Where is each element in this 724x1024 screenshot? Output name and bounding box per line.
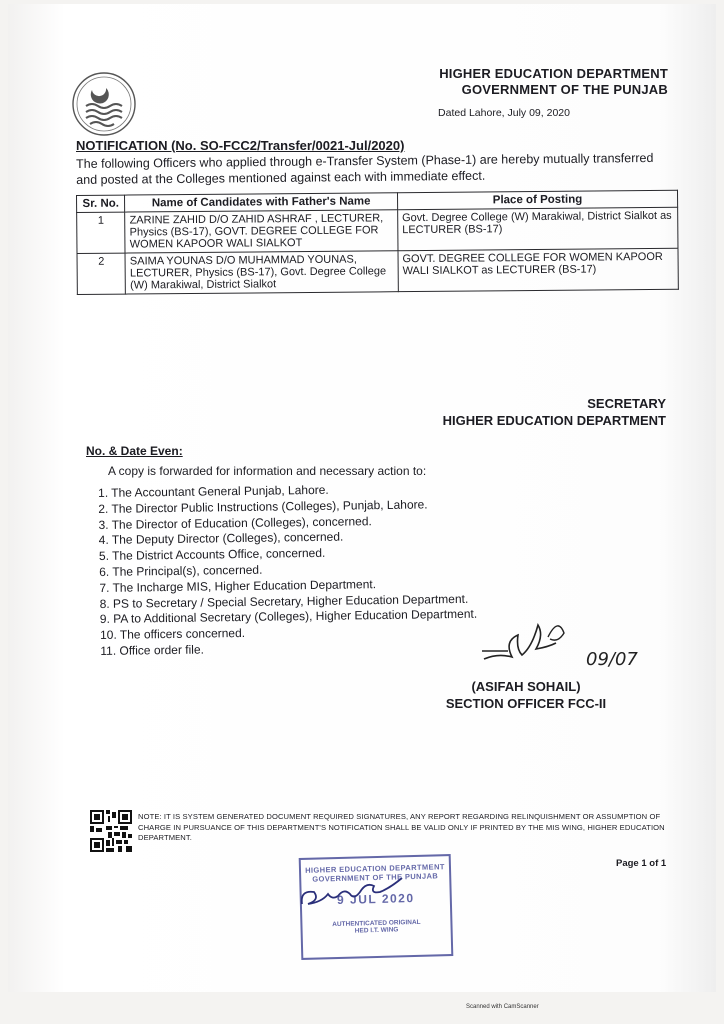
posting-table	[76, 190, 679, 295]
list-item: 2. The Director Public Instructions (Colleges), Punjab, Lahore.	[98, 497, 428, 516]
page-number: Page 1 of 1	[616, 858, 667, 869]
row-candidate: SAIMA YOUNAS D/O MUHAMMAD YOUNAS, LECTURER, Physics (BS-17), Govt. Degree College (W) Marakiwal, District Sialkot	[125, 251, 398, 294]
secretary-title: SECRETARY	[587, 396, 666, 411]
footer-note: NOTE: IT IS SYSTEM GENERATED DOCUMENT REQUIRED SIGNATURES, ANY REPORT REGARDING RELINQUISHMENT OR ASSUMPTION OF CHARGE IN PURSUANCE OF THIS DEPARTMENT'S NOTIFICATION SHALL BE VALID ONLY IF PRINTED BY THE MIS WING, HIGHER EDUCATION DEPARTMENT.	[138, 812, 665, 842]
row-place: Govt. Degree College (W) Marakiwal, District Sialkot as LECTURER (BS-17)	[398, 207, 678, 250]
list-item: 7. The Incharge MIS, Higher Education Department.	[99, 576, 377, 595]
list-item: 6. The Principal(s), concerned.	[99, 562, 263, 579]
stamp-department: HIGHER EDUCATION DEPARTMENT	[305, 862, 445, 875]
government-heading: GOVERNMENT OF THE PUNJAB	[461, 82, 668, 97]
stamp-signature	[298, 868, 408, 912]
copy-intro: A copy is forwarded for information and necessary action to:	[108, 464, 427, 478]
stamp-date: 9 JUL 2020	[336, 890, 415, 908]
handwritten-signature	[478, 607, 638, 677]
signatory-title: SECTION OFFICER FCC-II	[445, 696, 607, 711]
list-item: 3. The Director of Education (Colleges), concerned.	[98, 513, 372, 532]
qr-code-icon	[90, 810, 132, 852]
list-item: 4. The Deputy Director (Colleges), concerned.	[98, 529, 344, 548]
document-page	[8, 4, 716, 992]
list-item: 1. The Accountant General Punjab, Lahore.	[98, 482, 329, 500]
department-heading: HIGHER EDUCATION DEPARTMENT	[439, 66, 668, 81]
row-candidate: ZARINE ZAHID D/O ZAHID ASHRAF , LECTURER, Physics (BS-17), GOVT. DEGREE COLLEGE FOR WOMEN KAPOOR WALI SIALKOT	[125, 210, 398, 253]
row-sr: 1	[77, 212, 126, 253]
table-row	[77, 207, 678, 253]
stamp-government: GOVERNMENT OF THE PUNJAB	[312, 871, 439, 884]
header-candidate-name: Name of Candidates with Father's Name	[125, 193, 398, 212]
scanner-watermark: Scanned with CamScanner	[466, 1004, 539, 1010]
punjab-government-emblem-icon	[70, 70, 138, 138]
list-item: 9. PA to Additional Secretary (Colleges), Higher Education Department.	[99, 607, 478, 627]
table-row	[77, 248, 678, 294]
list-item: 11. Office order file.	[100, 642, 205, 658]
notification-title: NOTIFICATION (No. SO-FCC2/Transfer/0021-Jul/2020)	[76, 138, 405, 153]
copy-heading: No. & Date Even:	[86, 444, 183, 458]
list-item: 10. The officers concerned.	[99, 626, 246, 643]
notification-intro: The following Officers who applied through e-Transfer System (Phase-1) are hereby mutually transferred and posted at the Colleges mentioned against each with immediate effect.	[76, 150, 654, 187]
stamp-authenticated: AUTHENTICATED ORIGINAL	[332, 918, 421, 929]
copy-list	[98, 481, 478, 660]
list-item: 8. PS to Secretary / Special Secretary, Higher Education Department.	[99, 591, 469, 611]
header-sr-no: Sr. No.	[77, 195, 125, 212]
handwritten-date: 09/07	[586, 649, 638, 670]
list-item: 5. The District Accounts Office, concerned.	[98, 546, 326, 564]
signatory-name: (ASIFAH SOHAIL)	[471, 679, 581, 694]
stamp-wing: HED I.T. WING	[354, 926, 399, 935]
row-sr: 2	[77, 253, 126, 294]
header-place-of-posting: Place of Posting	[397, 190, 677, 209]
dated-line: Dated Lahore, July 09, 2020	[438, 107, 570, 119]
row-place: GOVT. DEGREE COLLEGE FOR WOMEN KAPOOR WALI SIALKOT as LECTURER (BS-17)	[398, 248, 678, 291]
secretary-department: HIGHER EDUCATION DEPARTMENT	[442, 413, 666, 428]
